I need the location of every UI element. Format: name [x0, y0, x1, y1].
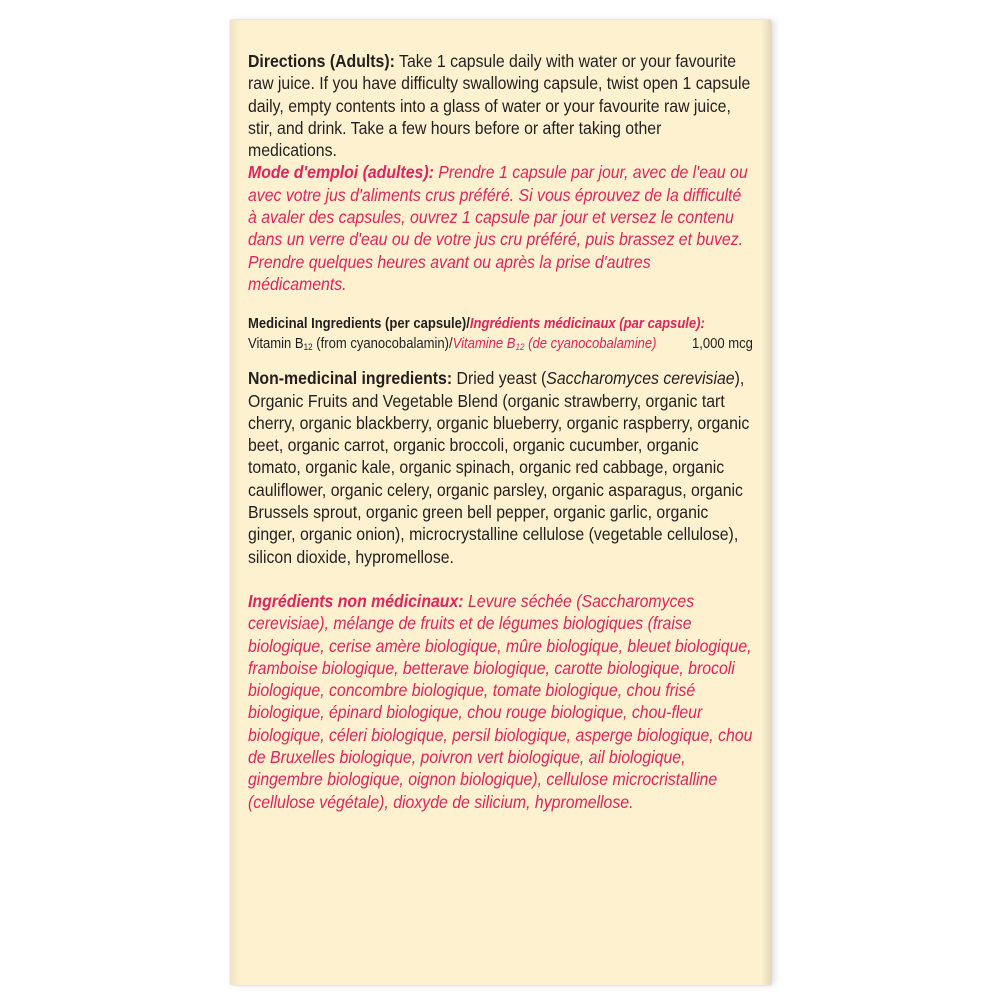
nonmedicinal-english-text-after: ), Organic Fruits and Vegetable Blend (organic strawberry, organic tart cherry, organic blackberry, organic blueberry, organic raspberry, organic beet, organic carrot, organic broccoli, organic cucumber, organic tomato, organic kale, organic spinach, organic red cabbage, organic cauliflower, organic celery, organic parsley, organic asparagus, organic Brussels sprout, organic green bell pepper, organic garlic, organic ginger, organic onion), microcrystalline cellulose (vegetable cellulose), silicon dioxide, hypromellose. [248, 368, 750, 567]
ingredient-name-english [248, 336, 453, 352]
ingredient-en-subscript: 12 [303, 342, 313, 353]
nonmedicinal-french-text: Levure séchée (Saccharomyces cerevisiae), mélange de fruits et de légumes biologiques (fraise biologique, cerise amère biologique, mûre biologique, bleuet biologique, framboise biologique, betterave biologique, carotte biologique, brocoli biologique, concombre biologique, tomate biologique, chou frisé biologique, épinard biologique, chou rouge biologique, chou-fleur biologique, céleri biologique, persil biologique, asperge biologique, chou de Bruxelles biologique, poivron vert biologique, ail biologique, gingembre biologique, oignon biologique), cellulose microcristalline (cellulose végétale), dioxyde de silicium, hypromellose. [248, 590, 753, 812]
label-content [248, 50, 753, 813]
ingredient-fr-suffix: (de cyanocobalamine) [524, 336, 657, 353]
nonmedicinal-french [248, 590, 753, 813]
medicinal-heading-french: Ingrédients médicinaux (par capsule): [469, 316, 705, 333]
medicinal-ingredient-row [248, 334, 753, 357]
directions-french-text: Prendre 1 capsule par jour, avec de l'eau ou avec votre jus d'aliments crus préféré. Si vous éprouvez de la difficulté à avaler des capsules, ouvrez 1 capsule par jour et versez le contenu dans un verre d'eau ou de votre jus cru préféré, puis brassez et buvez. Prendre quelques heures avant ou après la prise d'autres médicaments. [248, 162, 748, 294]
directions-english [248, 50, 753, 161]
directions-french [248, 161, 753, 295]
ingredient-amount: 1,000 mcg [691, 336, 753, 353]
directions-english-text: Take 1 capsule daily with water or your favourite raw juice. If you have difficulty swallowing capsule, twist open 1 capsule daily, empty contents into a glass of water or your favourite raw juice, stir, and drink. Take a few hours before or after taking other medications. [248, 51, 751, 161]
nonmedicinal-english-text-before: Dried yeast ( [452, 368, 547, 389]
ingredient-en-prefix: Vitamin B [248, 336, 304, 353]
nonmedicinal-english-heading: Non-medicinal ingredients: [248, 368, 453, 389]
ingredient-en-suffix: (from cyanocobalamin)/ [312, 336, 453, 353]
medicinal-heading [248, 314, 753, 334]
ingredient-fr-subscript: 12 [515, 342, 525, 353]
directions-english-heading: Directions (Adults): [248, 51, 395, 71]
panel-right-shade [761, 20, 771, 985]
nonmedicinal-english-scientific-name: Saccharomyces cerevisiae [546, 368, 735, 389]
medicinal-heading-english: Medicinal Ingredients (per capsule)/ [248, 316, 470, 333]
ingredient-name-french [453, 336, 657, 352]
ingredient-fr-prefix: Vitamine B [452, 336, 516, 353]
label-panel [230, 20, 771, 985]
nonmedicinal-french-heading: Ingrédients non médicinaux: [248, 590, 464, 611]
directions-french-heading: Mode d'emploi (adultes): [248, 162, 434, 183]
panel-left-shade [230, 20, 240, 985]
nonmedicinal-english [248, 367, 753, 568]
